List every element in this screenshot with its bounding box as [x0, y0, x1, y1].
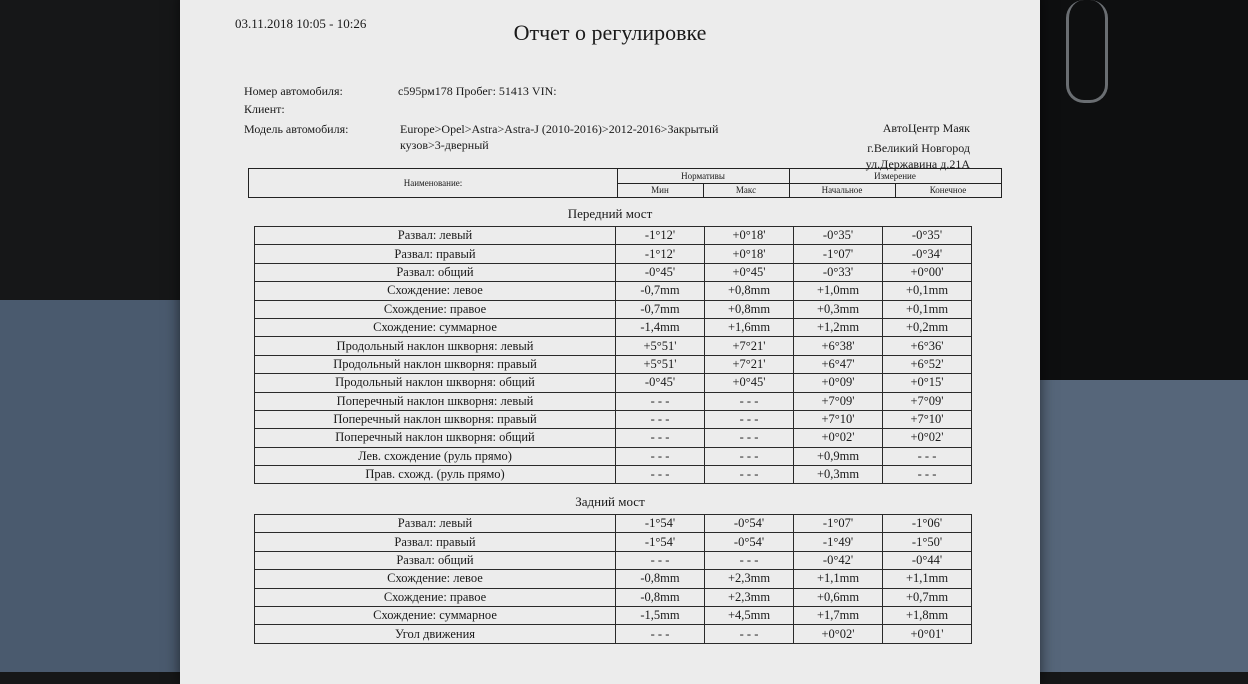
front-axle-row: [255, 410, 972, 428]
norm-min-cell: +5°51': [616, 337, 705, 355]
norm-max-cell: +4,5mm: [705, 606, 794, 624]
column-norms: Нормативы: [617, 169, 790, 184]
measure-initial-cell: +6°38': [794, 337, 883, 355]
norm-min-cell: - - -: [616, 429, 705, 447]
measure-initial-cell: -1°07': [794, 515, 883, 533]
measure-initial-cell: +1,7mm: [794, 606, 883, 624]
measure-final-cell: +0°01': [883, 625, 972, 643]
rear-axle-row: [255, 606, 972, 624]
measure-final-cell: +0,1mm: [883, 282, 972, 300]
measure-initial-cell: +1,1mm: [794, 570, 883, 588]
param-name-cell: Поперечный наклон шкворня: общий: [255, 429, 616, 447]
param-name-cell: Развал: общий: [255, 551, 616, 569]
norm-max-cell: - - -: [705, 392, 794, 410]
measure-final-cell: +0°02': [883, 429, 972, 447]
measure-initial-cell: +0°02': [794, 429, 883, 447]
shop-info: [866, 120, 970, 172]
measure-initial-cell: +0°02': [794, 625, 883, 643]
column-max: Макс: [703, 183, 790, 197]
norm-min-cell: -1°12': [616, 245, 705, 263]
param-name-cell: Схождение: правое: [255, 300, 616, 318]
rear-axle-table: [254, 514, 972, 644]
measure-final-cell: -0°34': [883, 245, 972, 263]
norm-max-cell: +7°21': [705, 337, 794, 355]
norm-min-cell: - - -: [616, 447, 705, 465]
norm-max-cell: +0°18': [705, 245, 794, 263]
front-axle-row: [255, 245, 972, 263]
measure-initial-cell: -1°07': [794, 245, 883, 263]
measure-final-cell: +0°00': [883, 263, 972, 281]
column-min: Мин: [617, 183, 704, 197]
norm-min-cell: -0°45': [616, 374, 705, 392]
norm-min-cell: -0,7mm: [616, 282, 705, 300]
rear-axle-rows: [255, 515, 972, 644]
norm-max-cell: -0°54': [705, 533, 794, 551]
norm-min-cell: - - -: [616, 466, 705, 484]
front-axle-row: [255, 337, 972, 355]
norm-max-cell: +0°45': [705, 263, 794, 281]
norm-max-cell: - - -: [705, 625, 794, 643]
measure-final-cell: -1°06': [883, 515, 972, 533]
measure-initial-cell: +7°10': [794, 410, 883, 428]
measure-final-cell: +0°15': [883, 374, 972, 392]
norm-min-cell: - - -: [616, 625, 705, 643]
front-axle-row: [255, 429, 972, 447]
norm-max-cell: - - -: [705, 429, 794, 447]
norm-min-cell: -1°54': [616, 515, 705, 533]
column-header: [248, 168, 1002, 198]
front-axle-row: [255, 392, 972, 410]
model-label: Модель автомобиля:: [244, 122, 349, 136]
norm-max-cell: +1,6mm: [705, 318, 794, 336]
norm-min-cell: +5°51': [616, 355, 705, 373]
measure-final-cell: +1,8mm: [883, 606, 972, 624]
measure-initial-cell: +0,9mm: [794, 447, 883, 465]
param-name-cell: Поперечный наклон шкворня: правый: [255, 410, 616, 428]
measure-initial-cell: -0°33': [794, 263, 883, 281]
param-name-cell: Схождение: суммарное: [255, 606, 616, 624]
param-name-cell: Развал: общий: [255, 263, 616, 281]
measure-final-cell: -1°50': [883, 533, 972, 551]
norm-min-cell: - - -: [616, 410, 705, 428]
shop-name: АвтоЦентр Маяк: [882, 121, 970, 135]
measure-final-cell: -0°35': [883, 227, 972, 245]
norm-max-cell: +0,8mm: [705, 282, 794, 300]
norm-min-cell: -0,7mm: [616, 300, 705, 318]
measure-final-cell: +6°36': [883, 337, 972, 355]
param-name-cell: Схождение: правое: [255, 588, 616, 606]
norm-min-cell: -0°45': [616, 263, 705, 281]
shop-city: г.Великий Новгород: [867, 141, 970, 155]
norm-max-cell: +0,8mm: [705, 300, 794, 318]
measure-final-cell: +0,7mm: [883, 588, 972, 606]
measure-initial-cell: +0,3mm: [794, 466, 883, 484]
measure-final-cell: +1,1mm: [883, 570, 972, 588]
norm-max-cell: +2,3mm: [705, 570, 794, 588]
norm-min-cell: -1°12': [616, 227, 705, 245]
measure-final-cell: +6°52': [883, 355, 972, 373]
front-axle-row: [255, 282, 972, 300]
column-initial: Начальное: [789, 183, 896, 197]
measure-initial-cell: +6°47': [794, 355, 883, 373]
keychain: [1066, 0, 1108, 103]
front-axle-table: [254, 226, 972, 484]
rear-axle-row: [255, 515, 972, 533]
norm-max-cell: - - -: [705, 466, 794, 484]
shop-address: ул.Державина д.21А: [865, 157, 970, 171]
param-name-cell: Схождение: левое: [255, 282, 616, 300]
measure-initial-cell: -1°49': [794, 533, 883, 551]
column-name: Наименование:: [249, 169, 618, 197]
column-measure: Измерение: [789, 169, 1001, 184]
front-axle-rows: [255, 227, 972, 484]
rear-axle-row: [255, 588, 972, 606]
param-name-cell: Угол движения: [255, 625, 616, 643]
measure-final-cell: +0,2mm: [883, 318, 972, 336]
norm-min-cell: - - -: [616, 551, 705, 569]
param-name-cell: Продольный наклон шкворня: общий: [255, 374, 616, 392]
measure-final-cell: +7°10': [883, 410, 972, 428]
model-value-line1: Europe>Opel>Astra>Astra-J (2010-2016)>2012-2016>Закрытый: [400, 122, 719, 136]
measure-final-cell: -0°44': [883, 551, 972, 569]
rear-axle-row: [255, 533, 972, 551]
front-axle-row: [255, 447, 972, 465]
norm-max-cell: +7°21': [705, 355, 794, 373]
plate-value: с595рм178 Пробег: 51413 VIN:: [398, 84, 557, 98]
param-name-cell: Продольный наклон шкворня: правый: [255, 355, 616, 373]
norm-max-cell: -0°54': [705, 515, 794, 533]
measure-initial-cell: -0°42': [794, 551, 883, 569]
norm-max-cell: +0°18': [705, 227, 794, 245]
norm-min-cell: - - -: [616, 392, 705, 410]
measure-final-cell: - - -: [883, 447, 972, 465]
norm-min-cell: -1°54': [616, 533, 705, 551]
norm-max-cell: - - -: [705, 447, 794, 465]
norm-max-cell: - - -: [705, 410, 794, 428]
norm-min-cell: -0,8mm: [616, 588, 705, 606]
norm-max-cell: +2,3mm: [705, 588, 794, 606]
rear-axle-row: [255, 570, 972, 588]
norm-min-cell: -1,5mm: [616, 606, 705, 624]
param-name-cell: Лев. схождение (руль прямо): [255, 447, 616, 465]
param-name-cell: Продольный наклон шкворня: левый: [255, 337, 616, 355]
param-name-cell: Схождение: левое: [255, 570, 616, 588]
param-name-cell: Прав. схожд. (руль прямо): [255, 466, 616, 484]
front-axle-row: [255, 227, 972, 245]
norm-max-cell: - - -: [705, 551, 794, 569]
measure-initial-cell: +0°09': [794, 374, 883, 392]
front-axle-row: [255, 355, 972, 373]
param-name-cell: Развал: правый: [255, 245, 616, 263]
front-axle-row: [255, 466, 972, 484]
rear-axle-row: [255, 551, 972, 569]
measure-initial-cell: +7°09': [794, 392, 883, 410]
rear-axle-title: Задний мост: [575, 494, 645, 509]
param-name-cell: Развал: левый: [255, 515, 616, 533]
front-axle-row: [255, 318, 972, 336]
measure-initial-cell: +1,0mm: [794, 282, 883, 300]
column-final: Конечное: [929, 185, 967, 195]
measure-initial-cell: -0°35': [794, 227, 883, 245]
measure-final-cell: - - -: [883, 466, 972, 484]
norm-min-cell: -1,4mm: [616, 318, 705, 336]
plate-label: Номер автомобиля:: [244, 84, 343, 98]
front-axle-title: Передний мост: [567, 206, 653, 221]
measure-final-cell: +0,1mm: [883, 300, 972, 318]
front-axle-row: [255, 263, 972, 281]
report-paper: [180, 0, 1040, 684]
measure-final-cell: +7°09': [883, 392, 972, 410]
measure-initial-cell: +1,2mm: [794, 318, 883, 336]
param-name-cell: Развал: правый: [255, 533, 616, 551]
measure-initial-cell: +0,6mm: [794, 588, 883, 606]
front-axle-row: [255, 300, 972, 318]
measure-initial-cell: +0,3mm: [794, 300, 883, 318]
front-axle-row: [255, 374, 972, 392]
rear-axle-row: [255, 625, 972, 643]
norm-max-cell: +0°45': [705, 374, 794, 392]
norm-min-cell: -0,8mm: [616, 570, 705, 588]
report-title: Отчет о регулировке: [513, 20, 707, 45]
report-datetime: 03.11.2018 10:05 - 10:26: [235, 16, 367, 31]
model-value-line2: кузов>3-дверный: [400, 138, 489, 152]
param-name-cell: Схождение: суммарное: [255, 318, 616, 336]
param-name-cell: Развал: левый: [255, 227, 616, 245]
param-name-cell: Поперечный наклон шкворня: левый: [255, 392, 616, 410]
client-label: Клиент:: [244, 102, 285, 116]
